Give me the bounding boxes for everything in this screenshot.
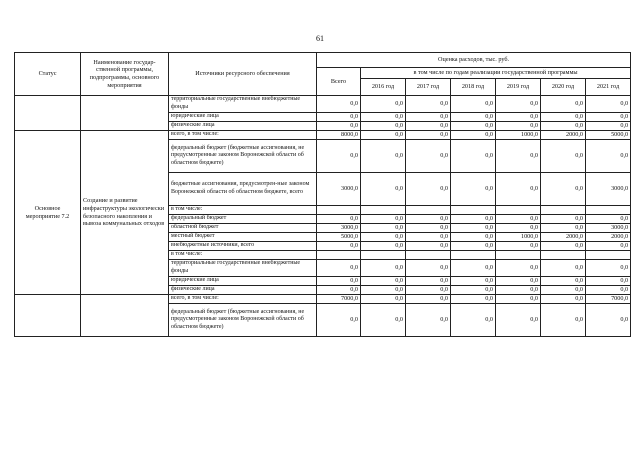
total-cell: 3000,0 [317, 224, 361, 233]
year-value-cell: 0,0 [451, 215, 496, 224]
header-status: Статус [15, 53, 81, 96]
source-cell: территориальные государственные внебюджетные фонды [169, 260, 317, 277]
year-value-cell: 0,0 [406, 173, 451, 206]
year-value-cell: 0,0 [541, 113, 586, 122]
year-value-cell: 0,0 [586, 113, 631, 122]
year-value-cell: 0,0 [406, 295, 451, 304]
year-value-cell [541, 206, 586, 215]
year-value-cell: 0,0 [541, 215, 586, 224]
table-body [15, 96, 631, 337]
header-total: Всего [317, 68, 361, 96]
year-value-cell: 0,0 [361, 260, 406, 277]
year-value-cell: 0,0 [406, 113, 451, 122]
year-value-cell: 0,0 [361, 96, 406, 113]
table-header [15, 53, 631, 96]
year-value-cell: 0,0 [496, 277, 541, 286]
year-value-cell: 0,0 [406, 277, 451, 286]
year-value-cell: 0,0 [496, 295, 541, 304]
year-value-cell: 0,0 [496, 286, 541, 295]
year-value-cell: 3000,0 [586, 173, 631, 206]
year-value-cell: 0,0 [451, 173, 496, 206]
page-number: 61 [316, 34, 324, 43]
total-cell: 0,0 [317, 277, 361, 286]
year-value-cell: 0,0 [406, 131, 451, 140]
year-value-cell: 0,0 [406, 215, 451, 224]
year-value-cell: 0,0 [451, 122, 496, 131]
year-value-cell [586, 206, 631, 215]
next-name-cell [81, 295, 169, 337]
source-cell: физические лица [169, 122, 317, 131]
source-cell: территориальные государственные внебюджетные фонды [169, 96, 317, 113]
year-value-cell: 1000,0 [496, 131, 541, 140]
year-value-cell: 2000,0 [541, 131, 586, 140]
year-value-cell: 0,0 [406, 242, 451, 251]
year-value-cell: 0,0 [496, 260, 541, 277]
year-value-cell: 0,0 [451, 131, 496, 140]
year-value-cell: 5000,0 [586, 131, 631, 140]
year-value-cell: 0,0 [586, 277, 631, 286]
source-cell: юридические лица [169, 277, 317, 286]
year-value-cell: 0,0 [541, 173, 586, 206]
year-value-cell: 0,0 [496, 224, 541, 233]
year-value-cell: 0,0 [586, 96, 631, 113]
year-value-cell: 0,0 [496, 215, 541, 224]
year-value-cell [406, 206, 451, 215]
name-cell-empty [81, 96, 169, 131]
source-cell: местный бюджет [169, 233, 317, 242]
year-value-cell: 0,0 [361, 277, 406, 286]
year-value-cell: 0,0 [541, 96, 586, 113]
year-value-cell: 0,0 [541, 140, 586, 173]
source-cell: внебюджетные источники, всего [169, 242, 317, 251]
total-cell: 0,0 [317, 96, 361, 113]
year-value-cell: 0,0 [586, 122, 631, 131]
year-value-cell: 0,0 [541, 304, 586, 337]
source-cell: в том числе: [169, 206, 317, 215]
source-cell: в том числе: [169, 251, 317, 260]
header-estimate: Оценка расходов, тыс. руб. [317, 53, 631, 68]
year-value-cell: 0,0 [361, 233, 406, 242]
year-value-cell [586, 251, 631, 260]
status-cell-empty [15, 96, 81, 131]
year-value-cell [451, 251, 496, 260]
source-cell: юридические лица [169, 113, 317, 122]
year-value-cell: 0,0 [361, 173, 406, 206]
year-value-cell: 0,0 [541, 122, 586, 131]
year-value-cell: 0,0 [586, 260, 631, 277]
year-value-cell: 0,0 [451, 242, 496, 251]
total-cell: 5000,0 [317, 233, 361, 242]
total-cell: 0,0 [317, 122, 361, 131]
source-cell: федеральный бюджет (бюджетные ассигнования, не предусмотренные законом Воронежской области об областном бюджете) [169, 304, 317, 337]
year-value-cell [541, 251, 586, 260]
year-value-cell: 0,0 [541, 224, 586, 233]
total-cell: 0,0 [317, 260, 361, 277]
header-year: 2020 год [541, 79, 586, 96]
total-cell: 0,0 [317, 242, 361, 251]
source-cell: всего, в том числе: [169, 295, 317, 304]
table-row [15, 96, 631, 113]
year-value-cell: 0,0 [451, 277, 496, 286]
year-value-cell: 0,0 [586, 140, 631, 173]
source-cell: бюджетные ассигнования, предусмотрен-ные законом Воронежской области об областном бюджете, всего [169, 173, 317, 206]
year-value-cell: 0,0 [406, 286, 451, 295]
year-value-cell: 0,0 [361, 224, 406, 233]
table-row [15, 295, 631, 304]
year-value-cell: 7000,0 [586, 295, 631, 304]
table-row [15, 131, 631, 140]
year-value-cell: 0,0 [451, 233, 496, 242]
total-cell [317, 206, 361, 215]
year-value-cell: 0,0 [586, 304, 631, 337]
year-value-cell: 0,0 [406, 260, 451, 277]
total-cell: 8000,0 [317, 131, 361, 140]
year-value-cell: 0,0 [586, 242, 631, 251]
total-cell: 3000,0 [317, 173, 361, 206]
year-value-cell: 0,0 [496, 96, 541, 113]
year-value-cell: 0,0 [451, 224, 496, 233]
year-value-cell [496, 251, 541, 260]
year-value-cell: 0,0 [361, 113, 406, 122]
year-value-cell: 0,0 [586, 286, 631, 295]
year-value-cell: 0,0 [361, 215, 406, 224]
year-value-cell [451, 206, 496, 215]
year-value-cell: 0,0 [406, 224, 451, 233]
source-cell: федеральный бюджет [169, 215, 317, 224]
year-value-cell: 0,0 [406, 233, 451, 242]
header-year: 2021 год [586, 79, 631, 96]
total-cell: 0,0 [317, 140, 361, 173]
year-value-cell: 2000,0 [541, 233, 586, 242]
total-cell: 0,0 [317, 215, 361, 224]
year-value-cell: 0,0 [541, 295, 586, 304]
year-value-cell: 0,0 [406, 122, 451, 131]
next-status-cell [15, 295, 81, 337]
measure-status: Основное мероприятие 7.2 [15, 131, 81, 295]
header-sources: Источники ресурсного обеспечения [169, 53, 317, 96]
year-value-cell [406, 251, 451, 260]
year-value-cell: 0,0 [406, 140, 451, 173]
header-year: 2016 год [361, 79, 406, 96]
year-value-cell: 0,0 [361, 242, 406, 251]
year-value-cell: 0,0 [541, 260, 586, 277]
total-cell: 7000,0 [317, 295, 361, 304]
header-year: 2018 год [451, 79, 496, 96]
total-cell: 0,0 [317, 113, 361, 122]
header-by-years: в том числе по годам реализации государственной программы [361, 68, 631, 79]
year-value-cell: 0,0 [406, 96, 451, 113]
year-value-cell: 0,0 [496, 304, 541, 337]
total-cell [317, 251, 361, 260]
header-name: Наименование государ-ственной программы, подпрограммы, основного мероприятия [81, 53, 169, 96]
year-value-cell: 0,0 [361, 295, 406, 304]
measure-name: Создание и развитие инфраструктуры экологически безопасного накопления и вывоза коммунальных отходов [81, 131, 169, 295]
total-cell: 0,0 [317, 304, 361, 337]
header-year: 2019 год [496, 79, 541, 96]
year-value-cell: 0,0 [451, 140, 496, 173]
source-cell: физические лица [169, 286, 317, 295]
header-year: 2017 год [406, 79, 451, 96]
year-value-cell: 0,0 [451, 304, 496, 337]
source-cell: всего, в том числе: [169, 131, 317, 140]
year-value-cell: 0,0 [541, 277, 586, 286]
year-value-cell: 0,0 [361, 122, 406, 131]
year-value-cell: 0,0 [451, 286, 496, 295]
year-value-cell: 0,0 [586, 215, 631, 224]
year-value-cell: 0,0 [496, 122, 541, 131]
year-value-cell: 1000,0 [496, 233, 541, 242]
source-cell: областной бюджет [169, 224, 317, 233]
year-value-cell: 0,0 [451, 295, 496, 304]
year-value-cell: 0,0 [361, 131, 406, 140]
year-value-cell [496, 206, 541, 215]
year-value-cell [361, 206, 406, 215]
year-value-cell: 0,0 [541, 242, 586, 251]
year-value-cell [361, 251, 406, 260]
total-cell: 0,0 [317, 286, 361, 295]
year-value-cell: 0,0 [451, 96, 496, 113]
year-value-cell: 0,0 [496, 173, 541, 206]
source-cell: федеральный бюджет (бюджетные ассигнования, не предусмотренные законом Воронежской области об областном бюджете) [169, 140, 317, 173]
year-value-cell: 0,0 [451, 113, 496, 122]
year-value-cell: 0,0 [361, 304, 406, 337]
year-value-cell: 2000,0 [586, 233, 631, 242]
year-value-cell: 0,0 [496, 113, 541, 122]
year-value-cell: 0,0 [496, 140, 541, 173]
year-value-cell: 0,0 [361, 140, 406, 173]
year-value-cell: 0,0 [496, 242, 541, 251]
year-value-cell: 0,0 [541, 286, 586, 295]
year-value-cell: 3000,0 [586, 224, 631, 233]
year-value-cell: 0,0 [406, 304, 451, 337]
budget-table [14, 52, 631, 337]
year-value-cell: 0,0 [361, 286, 406, 295]
year-value-cell: 0,0 [451, 260, 496, 277]
